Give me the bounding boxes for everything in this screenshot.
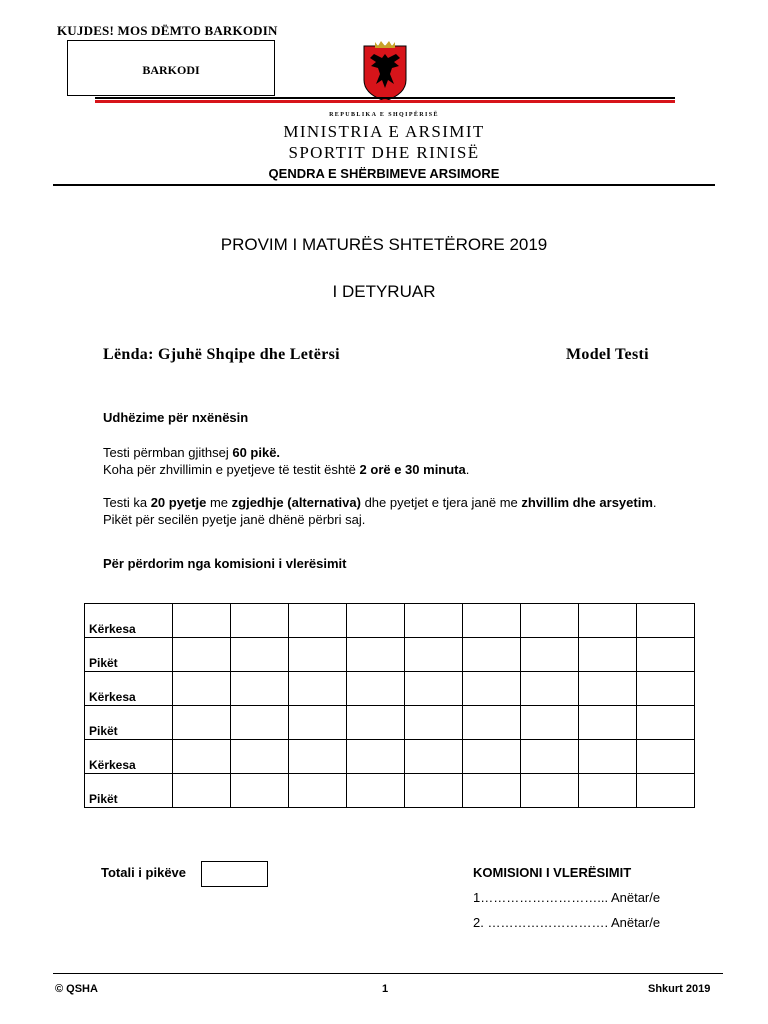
score-cell[interactable] bbox=[231, 638, 289, 672]
model-label: Model Testi bbox=[566, 346, 649, 363]
score-cell[interactable] bbox=[347, 740, 405, 774]
score-row-label: Pikët bbox=[85, 706, 173, 740]
score-cell[interactable] bbox=[405, 740, 463, 774]
header-divider bbox=[53, 184, 715, 186]
score-cell[interactable] bbox=[173, 774, 231, 808]
score-cell[interactable] bbox=[347, 774, 405, 808]
score-cell[interactable] bbox=[521, 638, 579, 672]
score-cell[interactable] bbox=[231, 706, 289, 740]
score-cell[interactable] bbox=[637, 774, 695, 808]
score-row-label: Pikët bbox=[85, 638, 173, 672]
score-grid-row bbox=[85, 706, 695, 740]
score-cell[interactable] bbox=[463, 672, 521, 706]
score-cell[interactable] bbox=[637, 672, 695, 706]
score-cell[interactable] bbox=[347, 672, 405, 706]
instruction-time: Koha për zhvillimin e pyetjeve të testit është 2 orë e 30 minuta. bbox=[103, 462, 470, 477]
score-grid-row bbox=[85, 638, 695, 672]
score-cell[interactable] bbox=[231, 774, 289, 808]
score-cell[interactable] bbox=[579, 604, 637, 638]
exam-title: PROVIM I MATURËS SHTETËRORE 2019 bbox=[220, 235, 548, 254]
score-cell[interactable] bbox=[405, 604, 463, 638]
score-cell[interactable] bbox=[521, 706, 579, 740]
score-cell[interactable] bbox=[347, 706, 405, 740]
score-cell[interactable] bbox=[231, 604, 289, 638]
score-cell[interactable] bbox=[347, 638, 405, 672]
ministry-line-1: MINISTRIA E ARSIMIT bbox=[283, 122, 485, 141]
ministry-line-2: SPORTIT DHE RINISË bbox=[288, 143, 480, 162]
instruction-points-note: Pikët për secilën pyetje janë dhënë përbri saj. bbox=[103, 512, 366, 527]
score-cell[interactable] bbox=[231, 672, 289, 706]
score-cell[interactable] bbox=[405, 706, 463, 740]
score-grid-row bbox=[85, 604, 695, 638]
commission-title: KOMISIONI I VLERËSIMIT bbox=[473, 865, 632, 880]
score-row-label: Kërkesa bbox=[85, 672, 173, 706]
total-points-label: Totali i pikëve bbox=[101, 865, 187, 880]
score-cell[interactable] bbox=[289, 774, 347, 808]
score-cell[interactable] bbox=[231, 740, 289, 774]
score-cell[interactable] bbox=[405, 672, 463, 706]
score-cell[interactable] bbox=[579, 740, 637, 774]
score-cell[interactable] bbox=[579, 672, 637, 706]
score-cell[interactable] bbox=[289, 638, 347, 672]
score-cell[interactable] bbox=[463, 740, 521, 774]
score-cell[interactable] bbox=[579, 638, 637, 672]
score-cell[interactable] bbox=[289, 604, 347, 638]
page-number: 1 bbox=[382, 983, 389, 995]
score-cell[interactable] bbox=[463, 638, 521, 672]
score-cell[interactable] bbox=[463, 774, 521, 808]
score-cell[interactable] bbox=[173, 638, 231, 672]
score-cell[interactable] bbox=[173, 706, 231, 740]
score-grid bbox=[84, 603, 695, 808]
score-grid-row bbox=[85, 672, 695, 706]
footer-divider bbox=[53, 973, 723, 974]
score-cell[interactable] bbox=[289, 672, 347, 706]
score-cell[interactable] bbox=[173, 604, 231, 638]
score-cell[interactable] bbox=[463, 706, 521, 740]
commission-member-1: 1………………………... Anëtar/e bbox=[473, 890, 661, 905]
barcode-box bbox=[67, 40, 275, 96]
score-grid-row bbox=[85, 774, 695, 808]
barcode-label: BARKODI bbox=[142, 63, 200, 77]
republic-label: REPUBLIKA E SHQIPËRISË bbox=[329, 112, 439, 118]
score-cell[interactable] bbox=[637, 740, 695, 774]
exam-type: I DETYRUAR bbox=[332, 282, 436, 301]
score-cell[interactable] bbox=[405, 638, 463, 672]
score-cell[interactable] bbox=[405, 774, 463, 808]
score-row-label: Kërkesa bbox=[85, 604, 173, 638]
header-black-stripe bbox=[95, 97, 675, 99]
score-row-label: Kërkesa bbox=[85, 740, 173, 774]
score-cell[interactable] bbox=[289, 706, 347, 740]
instruction-questions: Testi ka 20 pyetje me zgjedhje (alternativa) dhe pyetjet e tjera janë me zhvillim dhe arsyetim. bbox=[103, 495, 657, 510]
instructions-title: Udhëzime për nxënësin bbox=[103, 410, 249, 425]
score-cell[interactable] bbox=[521, 604, 579, 638]
committee-use-title: Për përdorim nga komisioni i vlerësimit bbox=[103, 556, 347, 571]
subject-line: Lënda: Gjuhë Shqipe dhe Letërsi bbox=[103, 346, 340, 363]
score-cell[interactable] bbox=[347, 604, 405, 638]
instruction-points: Testi përmban gjithsej 60 pikë. bbox=[103, 445, 281, 460]
score-cell[interactable] bbox=[579, 774, 637, 808]
score-row-label: Pikët bbox=[85, 774, 173, 808]
score-cell[interactable] bbox=[173, 672, 231, 706]
header-red-stripe bbox=[95, 100, 675, 103]
score-cell[interactable] bbox=[521, 672, 579, 706]
score-cell[interactable] bbox=[289, 740, 347, 774]
score-cell[interactable] bbox=[521, 740, 579, 774]
commission-member-2: 2. ………………………. Anëtar/e bbox=[473, 915, 661, 930]
score-cell[interactable] bbox=[637, 638, 695, 672]
score-grid-row bbox=[85, 740, 695, 774]
score-cell[interactable] bbox=[579, 706, 637, 740]
center-name: QENDRA E SHËRBIMEVE ARSIMORE bbox=[268, 166, 500, 181]
barcode-warning: KUJDES! MOS DËMTO BARKODIN bbox=[57, 23, 278, 38]
score-cell[interactable] bbox=[463, 604, 521, 638]
total-points-box[interactable] bbox=[201, 861, 268, 887]
score-cell[interactable] bbox=[521, 774, 579, 808]
score-cell[interactable] bbox=[637, 604, 695, 638]
score-cell[interactable] bbox=[173, 740, 231, 774]
footer-copyright: © QSHA bbox=[55, 983, 98, 995]
albania-emblem-icon bbox=[360, 40, 410, 102]
score-cell[interactable] bbox=[637, 706, 695, 740]
footer-date: Shkurt 2019 bbox=[648, 983, 711, 995]
